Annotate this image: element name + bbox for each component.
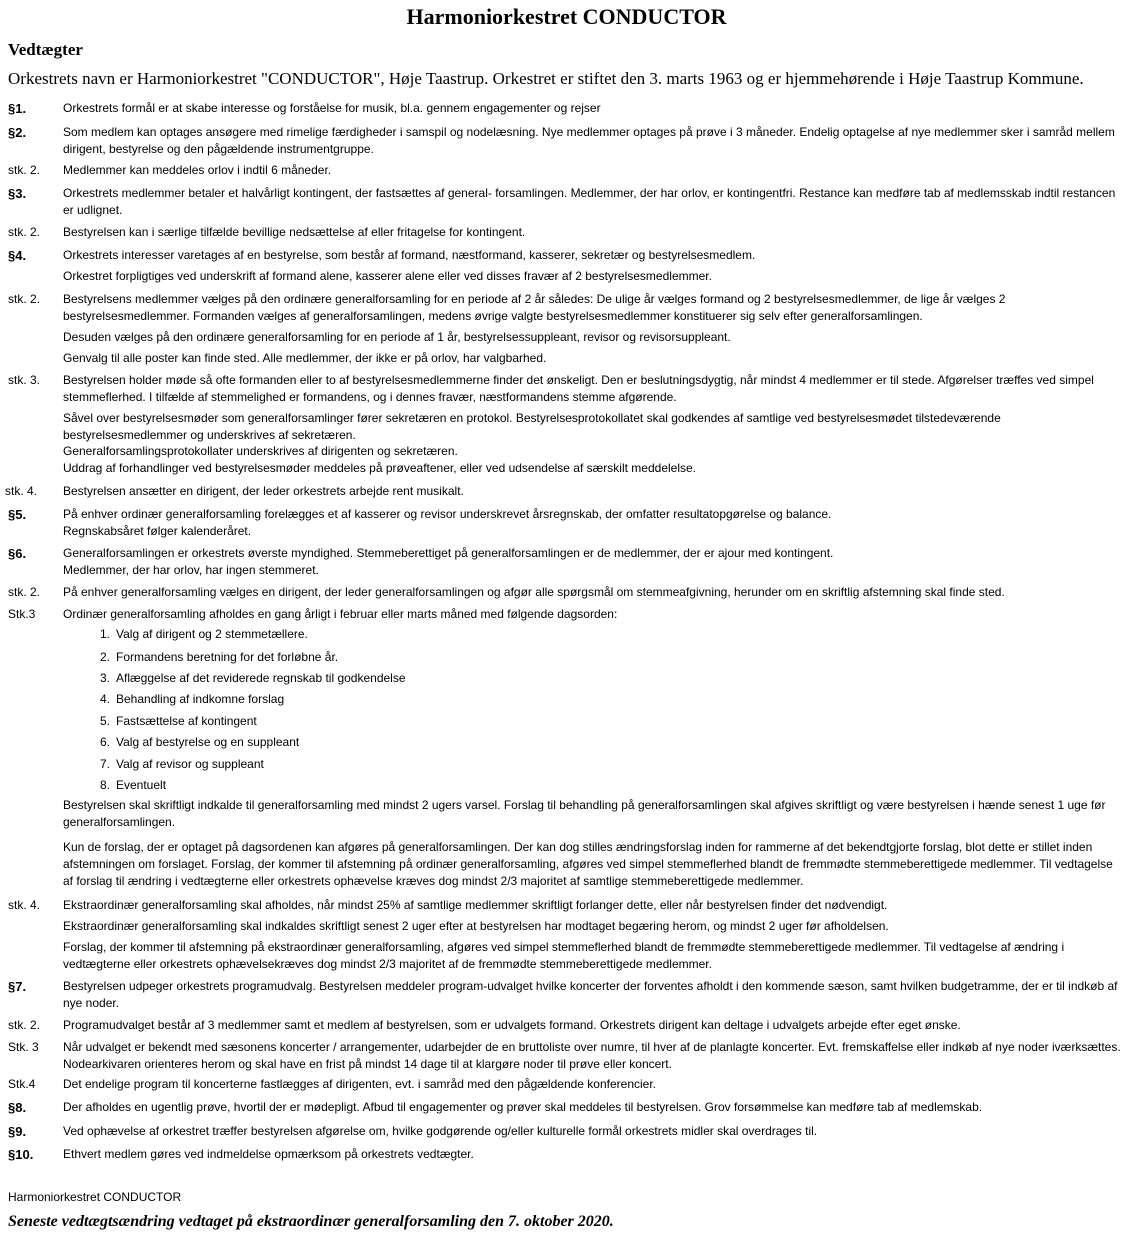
section-label: §6.	[8, 546, 27, 561]
agenda-text: Valg af dirigent og 2 stemmetællere.	[116, 627, 308, 641]
section-text: Regnskabsåret følger kalenderåret.	[63, 524, 252, 538]
section-label: stk. 2.	[8, 292, 41, 306]
section-text: Såvel over bestyrelsesmøder som generalforsamlinger fører sekretæren en protokol. Bestyrelsesprotokollatet skal godkendes af samtlige ved bestyrelsesmødet tilstedeværende bestyrelsesmedlemmer og underskrives af sekretæren.	[63, 411, 1001, 442]
section-text: Der afholdes en ugentlig prøve, hvortil der er mødepligt. Afbud til engagementer og prøver skal meddeles til bestyrelsen. Grov forsømmelse kan medføre tab af medlemskab.	[63, 1100, 983, 1114]
document-title: Harmoniorkestret CONDUCTOR	[406, 4, 727, 29]
agenda-text: Behandling af indkomne forslag	[116, 692, 285, 706]
section-text: Medlemmer, der har orlov, har ingen stemmeret.	[63, 563, 319, 577]
agenda-item	[100, 691, 284, 708]
section-label: §10.	[8, 1147, 34, 1162]
section-text: Desuden vælges på den ordinære generalforsamling for en periode af 1 år, bestyrelsessuppleant, revisor og revisorsuppleant.	[63, 330, 731, 344]
footer-org: Harmoniorkestret CONDUCTOR	[8, 1190, 182, 1204]
section-text: Medlemmer kan meddeles orlov i indtil 6 måneder.	[63, 163, 332, 177]
section-label: §5.	[8, 507, 27, 522]
section-text: Ved ophævelse af orkestret træffer bestyrelsen afgørelse om, hvilke godgørende og/eller kulturelle formål orkestrets midler skal overdrages til.	[63, 1124, 818, 1138]
agenda-number: 7.	[100, 757, 111, 771]
section-text: Genvalg til alle poster kan finde sted. Alle medlemmer, der ikke er på orlov, har valgbarhed.	[63, 351, 547, 365]
agenda-number: 2.	[100, 650, 111, 664]
section-label: stk. 2.	[8, 1018, 41, 1032]
agenda-item	[100, 626, 308, 643]
section-label: §4.	[8, 248, 27, 263]
agenda-item	[100, 713, 257, 730]
section-text: Når udvalget er bekendt med sæsonens koncerter / arrangementer, udarbejder de en bruttoliste over numre, til hver af de planlagte koncerter. Evt. fremskaffelse eller indkøb af nye noder iværksættes. Nodearkivaren orienteres herom og skal have en frist på mindst 14 dage til at klargøre noder til prøve eller koncert.	[63, 1040, 1121, 1071]
section-text: Bestyrelsen skal skriftligt indkalde til generalforsamling med mindst 2 ugers varsel. Forslag til behandling på generalforsamlingen skal afgives skriftligt og være bestyrelsen i hænde senest 1 uge før generalforsamlingen.	[63, 798, 1106, 829]
section-text: Orkestrets medlemmer betaler et halvårligt kontingent, der fastsættes af general- forsamlingen. Medlemmer, der har orlov, er kontingentfri. Restance kan medføre tab af medlemsskab indtil restancen er udlignet.	[63, 186, 1116, 217]
section-text: På enhver generalforsamling vælges en dirigent, der leder generalforsamlingen og afgør alle spørgsmål om stemmeafgivning, herunder om en skriftlig afstemning skal finde sted.	[63, 585, 1005, 599]
agenda-number: 8.	[100, 778, 111, 792]
section-label: Stk.3	[8, 607, 36, 621]
section-text: Bestyrelsen kan i særlige tilfælde bevillige nedsættelse af eller fritagelse for kontingent.	[63, 225, 526, 239]
section-label: §1.	[8, 101, 27, 116]
section-label: Stk.4	[8, 1077, 36, 1091]
section-text: Bestyrelsen ansætter en dirigent, der leder orkestrets arbejde rent musikalt.	[63, 484, 464, 498]
section-label: §9.	[8, 1124, 27, 1139]
section-text: Ethvert medlem gøres ved indmeldelse opmærksom på orkestrets vedtægter.	[63, 1147, 474, 1161]
section-label: Stk. 3	[8, 1040, 39, 1054]
section-label: §7.	[8, 979, 27, 994]
section-text: Ordinær generalforsamling afholdes en gang årligt i februar eller marts måned med følgende dagsorden:	[63, 607, 618, 621]
section-label: stk. 4.	[8, 898, 41, 912]
section-text: Kun de forslag, der er optaget på dagsordenen kan afgøres på generalforsamlingen. Der kan dog stilles ændringsforslag inden for rammerne af det bekendtgjorte forslag, blot dette er stillet inden afstemningen om forslaget. Forslag, der kommer til afstemning på ordinær generalforsamling, afgøres ved simpel stemmeflerhed blandt de fremmødte stemmeberettigede medlemmer. Til vedtagelse af forslag til ændring i vedtægterne eller orkestrets ophævelse kræves dog mindst 2/3 majoritet af samtlige stemmeberettigede medlemmer.	[63, 840, 1113, 888]
section-text: Orkestrets formål er at skabe interesse og forståelse for musik, bl.a. gennem engagementer og rejser	[63, 101, 601, 115]
section-text: Orkestret forpligtiges ved underskrift af formand alene, kasserer alene eller ved disses fravær af 2 bestyrelsesmedlemmer.	[63, 269, 712, 283]
section-label: stk. 4.	[5, 484, 38, 498]
agenda-number: 1.	[100, 627, 111, 641]
section-text: Det endelige program til koncerterne fastlægges af dirigenten, evt. i samråd med den pågældende konferencier.	[63, 1077, 657, 1091]
section-label: stk. 2.	[8, 163, 41, 177]
intro-paragraph: Orkestrets navn er Harmoniorkestret "CONDUCTOR", Høje Taastrup. Orkestret er stiftet den 3. marts 1963 og er hjemmehørende i Høje Taastrup Kommune.	[8, 69, 1084, 88]
section-label: §8.	[8, 1100, 27, 1115]
agenda-text: Valg af revisor og suppleant	[116, 757, 264, 771]
section-label: stk. 3.	[8, 373, 41, 387]
section-text: Forslag, der kommer til afstemning på ekstraordinær generalforsamling, afgøres ved simpel stemmeflerhed blandt de fremmødte stemmeberettigede medlemmer. Til vedtagelse af ændring i vedtægterne eller orkestrets ophævelsekræves dog mindst 2/3 majoritet af de fremmødte stemmeberettigede medlemmer.	[63, 940, 1065, 971]
agenda-item	[100, 734, 299, 751]
section-label: stk. 2.	[8, 225, 41, 239]
section-text: Generalforsamlingen er orkestrets øverste myndighed. Stemmeberettiget på generalforsamlingen er de medlemmer, der er ajour med kontingent.	[63, 546, 834, 560]
section-text: Orkestrets interesser varetages af en bestyrelse, som består af formand, næstformand, kasserer, sekretær og bestyrelsesmedlem.	[63, 248, 756, 262]
section-text: På enhver ordinær generalforsamling forelægges et af kasserer og revisor underskrevet årsregnskab, der omfatter resultatopgørelse og balance.	[63, 507, 832, 521]
agenda-number: 3.	[100, 671, 111, 685]
agenda-text: Aflæggelse af det reviderede regnskab til godkendelse	[116, 671, 406, 685]
section-label: §2.	[8, 125, 27, 140]
agenda-text: Formandens beretning for det forløbne år.	[116, 650, 339, 664]
footer-note: Seneste vedtægtsændring vedtaget på ekstraordinær generalforsamling den 7. oktober 2020.	[8, 1213, 614, 1230]
agenda-number: 4.	[100, 692, 111, 706]
agenda-number: 6.	[100, 735, 111, 749]
agenda-text: Fastsættelse af kontingent	[116, 714, 257, 728]
agenda-number: 5.	[100, 714, 111, 728]
section-text: Ekstraordinær generalforsamling skal indkaldes skriftligt senest 2 uger efter at bestyrelsen har modtaget begæring herom, og mindst 2 uger før afholdelsen.	[63, 919, 889, 933]
agenda-item	[100, 670, 406, 687]
agenda-text: Valg af bestyrelse og en suppleant	[116, 735, 300, 749]
section-text: Bestyrelsens medlemmer vælges på den ordinære generalforsamling for en periode af 2 år således: De ulige år vælges formand og 2 bestyrelsesmedlemmer, de lige år vælges 2 bestyrelsesmedlemmer. Formanden vælges af generalforsamlingen, medens øvrige valgte bestyrelsesmedlemmer konstituerer sig selv efter generalforsamlingen.	[63, 292, 1006, 323]
section-text: Som medlem kan optages ansøgere med rimelige færdigheder i samspil og nodelæsning. Nye medlemmer optages på prøve i 3 måneder. Endelig optagelse af nye medlemmer sker i samråd mellem dirigent, bestyrelse og den pågældende instrumentgruppe.	[63, 125, 1115, 156]
section-text: Generalforsamlingsprotokollater underskrives af dirigenten og sekretæren.	[63, 444, 458, 458]
agenda-item	[100, 777, 166, 794]
agenda-item	[100, 649, 338, 666]
section-text: Ekstraordinær generalforsamling skal afholdes, når mindst 25% af samtlige medlemmer skriftligt forlanger dette, eller når bestyrelsen finder det nødvendigt.	[63, 898, 888, 912]
agenda-item	[100, 756, 264, 773]
document-subtitle: Vedtægter	[8, 40, 83, 59]
section-label: stk. 2.	[8, 585, 41, 599]
section-text: Uddrag af forhandlinger ved bestyrelsesmøder meddeles på prøveaftener, eller ved udsendelse af særskilt meddelelse.	[63, 461, 696, 475]
section-text: Bestyrelsen udpeger orkestrets programudvalg. Bestyrelsen meddeler program-udvalget hvilke koncerter der forventes afholdt i den kommende sæson, samt hvilken budgetramme, der er til indkøb af nye noder.	[63, 979, 1118, 1010]
agenda-text: Eventuelt	[116, 778, 167, 792]
section-text: Programudvalget består af 3 medlemmer samt et medlem af bestyrelsen, som er udvalgets formand. Orkestrets dirigent kan deltage i udvalgets arbejde efter eget ønske.	[63, 1018, 961, 1032]
section-text: Bestyrelsen holder møde så ofte formanden eller to af bestyrelsesmedlemmerne finder det ønskeligt. Den er beslutningsdygtig, når mindst 4 medlemmer er til stede. Afgørelser træffes ved simpel stemmeflerhed. I tilfælde af stemmelighed er formandens, og i dennes fravær, næstformandens stemme afgørende.	[63, 373, 1094, 404]
section-label: §3.	[8, 186, 27, 201]
